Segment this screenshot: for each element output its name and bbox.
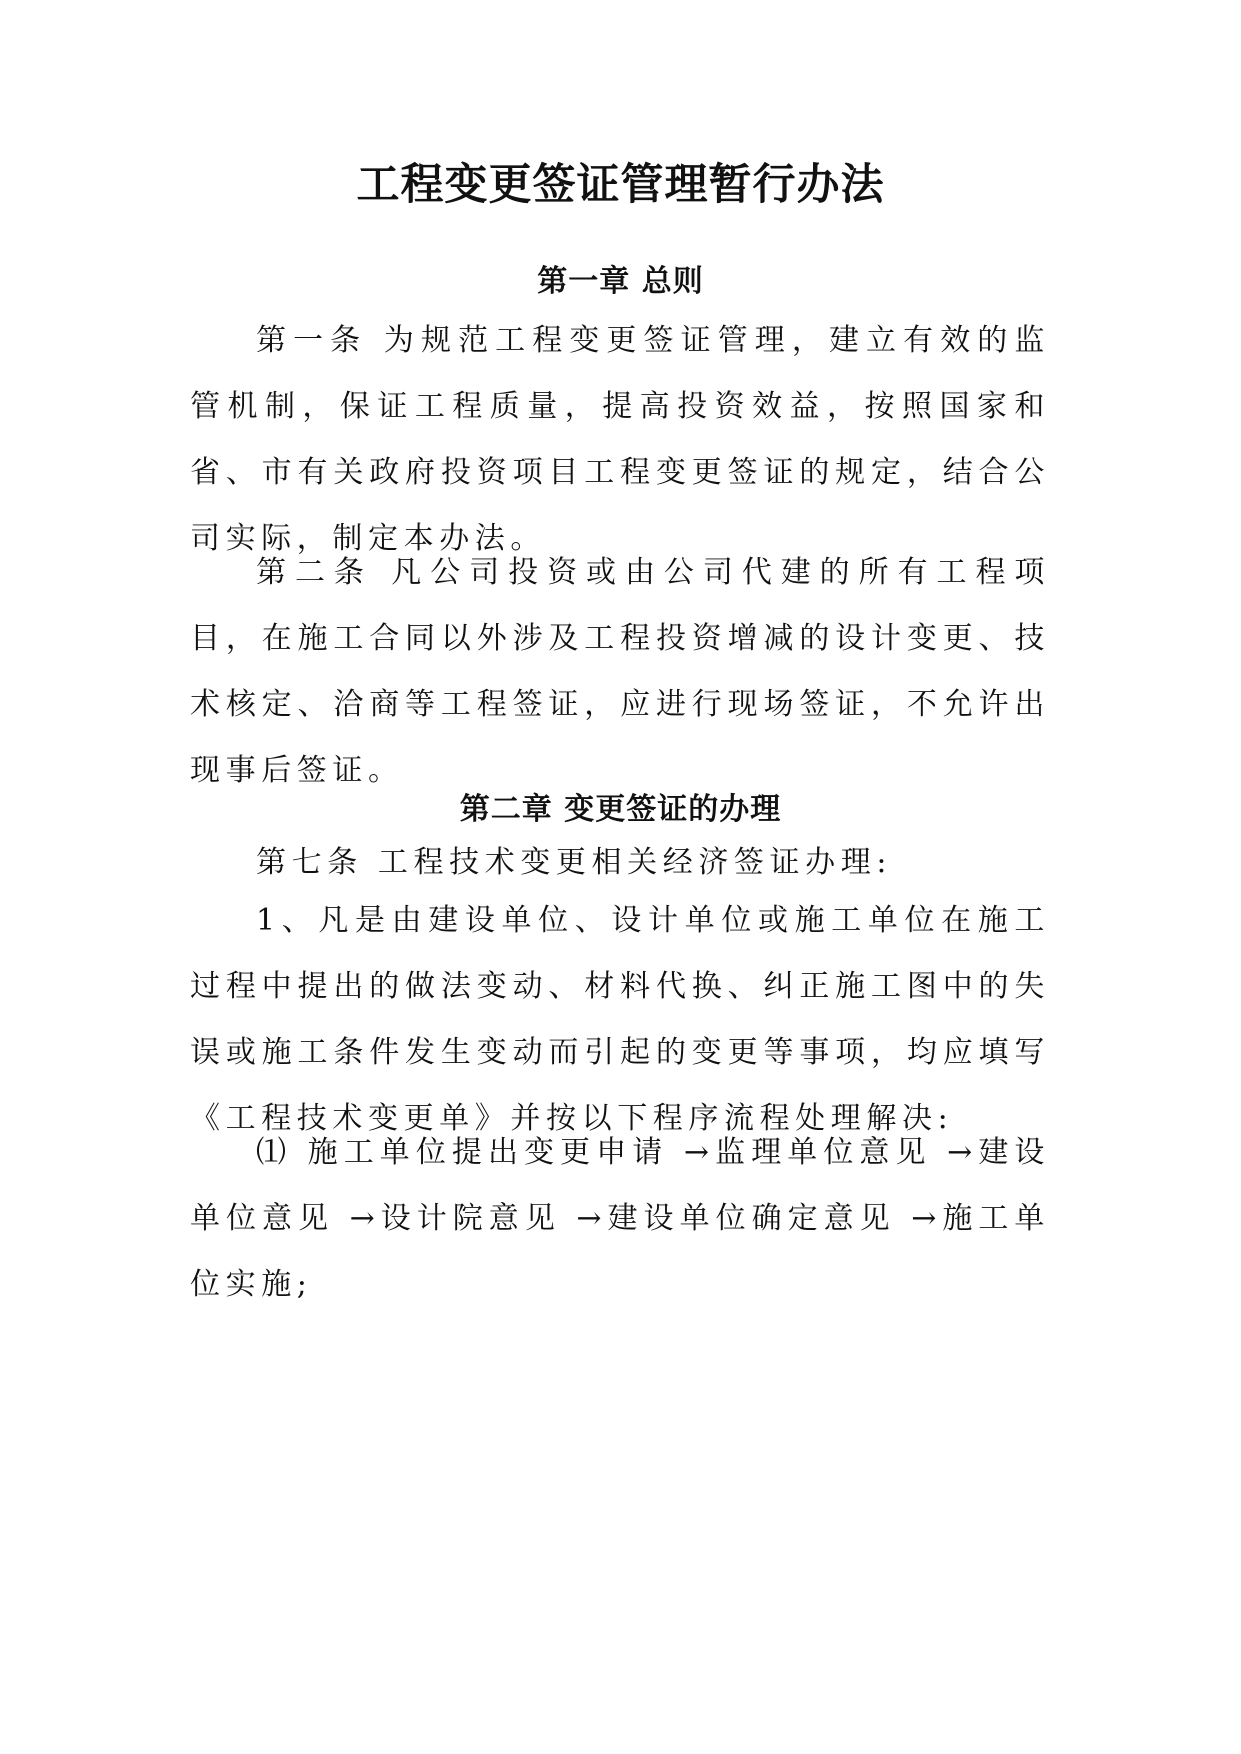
article-7: 第七条 工程技术变更相关经济签证办理: xyxy=(256,845,893,880)
chapter-2-heading: 第二章 变更签证的办理 xyxy=(459,792,782,827)
article-7-item-1: 1、凡是由建设单位、设计单位或施工单位在施工过程中提出的做法变动、材料代换、纠正施工图中的失误或施工条件发生变动而引起的变更等事项，均应填写《工程技术变更单》并按以下程序流程处理解决: xyxy=(190,903,1050,1136)
chapter-1-heading: 第一章 总则 xyxy=(537,264,704,299)
article-2: 第二条 凡公司投资或由公司代建的所有工程项目，在施工合同以外涉及工程投资增减的设计变更、技术核定、洽商等工程签证，应进行现场签证，不允许出现事后签证。 xyxy=(190,555,1050,788)
document-title: 工程变更签证管理暂行办法 xyxy=(356,160,885,210)
article-1: 第一条 为规范工程变更签证管理，建立有效的监管机制，保证工程质量，提高投资效益，按照国家和省、市有关政府投资项目工程变更签证的规定，结合公司实际，制定本办法。 xyxy=(190,323,1050,556)
article-7-item-1-procedure: ⑴ 施工单位提出变更申请 →监理单位意见 →建设单位意见 →设计院意见 →建设单位确定意见 →施工单位实施; xyxy=(190,1135,1050,1302)
